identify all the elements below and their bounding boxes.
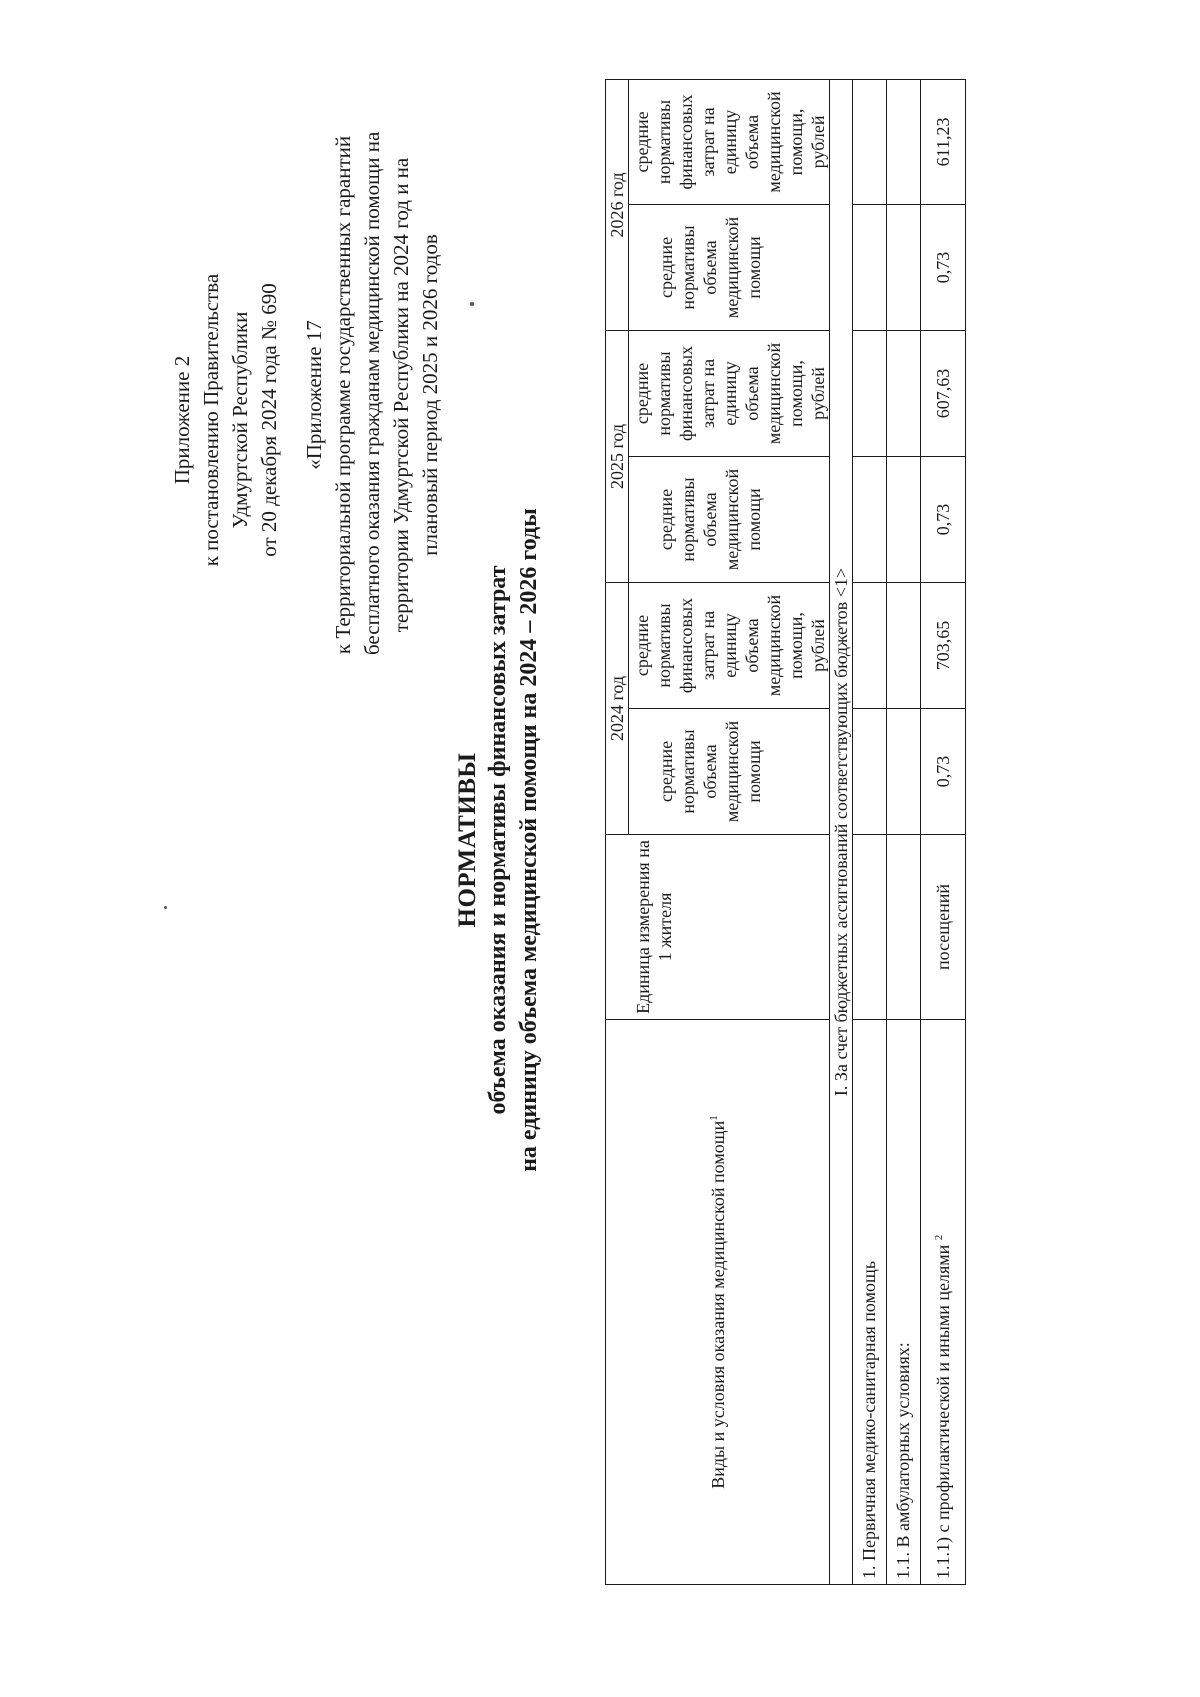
volume-value-cell: 0,73 — [921, 456, 966, 582]
table-row — [887, 79, 921, 1584]
table-row — [921, 79, 966, 1584]
col-header-volume: средние нормативы объема медицинской помощи — [629, 456, 830, 582]
cost-value-cell — [853, 79, 887, 204]
attachment17-line: к Территориальной программе государственных гарантий — [331, 135, 355, 655]
cost-value-cell: 611,23 — [921, 79, 966, 204]
rotated-document — [0, 40, 1200, 1640]
col-header-cost: средние нормативы финансовых затрат на единицу объема медицинской помощи, рублей — [629, 582, 830, 708]
cost-value-cell — [887, 330, 921, 456]
row-unit-cell: посещений — [921, 835, 966, 1020]
volume-value-cell: 0,73 — [921, 709, 966, 835]
section-row — [830, 79, 853, 1584]
row-unit-cell — [887, 835, 921, 1020]
attachment17-line: плановый период 2025 и 2026 годов — [418, 234, 442, 556]
row-type-cell: 1.1.1) с профилактической и иными целями $^2$ — [921, 1020, 966, 1585]
volume-value-cell — [887, 204, 921, 330]
cost-value-cell — [887, 79, 921, 204]
col-header-cost: средние нормативы финансовых затрат на единицу объема медицинской помощи, рублей — [629, 79, 830, 204]
volume-value-cell — [887, 709, 921, 835]
cost-value-cell: 703,65 — [921, 582, 966, 708]
attachment-block — [168, 160, 284, 680]
attachment17-number: «Приложение 17 — [302, 320, 326, 470]
col-header-type: Виды и условия оказания медицинской помощи$^1$ — [606, 1020, 830, 1585]
row-type-cell: 1.1. В амбулаторных условиях: — [887, 1020, 921, 1585]
attachment-date: от 20 декабря 2024 года № 690 — [257, 283, 281, 557]
norms-table — [605, 79, 966, 1585]
attachment-number: Приложение 2 — [170, 355, 194, 485]
volume-value-cell — [853, 456, 887, 582]
col-header-year: 2025 год — [606, 330, 629, 582]
attachment-authority: Удмуртской Республики — [228, 311, 252, 529]
attachment17-line: территории Удмуртской Республики на 2024 год и на — [389, 157, 413, 633]
table-body — [853, 79, 966, 1584]
document-subtitle: на единицу объема медицинской помощи на 2024 – 2026 годы — [516, 508, 542, 1172]
table-header-row — [606, 79, 629, 1584]
cost-value-cell — [887, 582, 921, 708]
section-title: I. За счет бюджетных ассигнований соответствующих бюджетов <1> — [830, 79, 853, 1584]
document-subtitle: объема оказания и нормативы финансовых затрат — [485, 565, 511, 1115]
col-header-volume: средние нормативы объема медицинской помощи — [629, 709, 830, 835]
col-header-unit: Единица измерения на 1 жителя — [606, 835, 830, 1020]
col-header-cost: средние нормативы финансовых затрат на единицу объема медицинской помощи, рублей — [629, 330, 830, 456]
row-unit-cell — [853, 835, 887, 1020]
document-title: НОРМАТИВЫ — [454, 752, 481, 928]
table-row — [853, 79, 887, 1584]
col-header-year: 2026 год — [606, 79, 629, 330]
volume-value-cell — [853, 709, 887, 835]
row-type-cell: 1. Первичная медико-санитарная помощь — [853, 1020, 887, 1585]
col-header-volume: средние нормативы объема медицинской помощи — [629, 204, 830, 330]
volume-value-cell — [853, 204, 887, 330]
document-heading — [452, 420, 545, 1260]
attachment-ref: к постановлению Правительства — [199, 273, 223, 567]
attachment17-block — [300, 131, 445, 655]
cost-value-cell — [853, 330, 887, 456]
cost-value-cell — [853, 582, 887, 708]
cost-value-cell: 607,63 — [921, 330, 966, 456]
volume-value-cell: 0,73 — [921, 204, 966, 330]
attachment17-line: бесплатного оказания гражданам медицинской помощи на — [360, 131, 384, 655]
volume-value-cell — [887, 456, 921, 582]
col-header-year: 2024 год — [606, 582, 629, 834]
